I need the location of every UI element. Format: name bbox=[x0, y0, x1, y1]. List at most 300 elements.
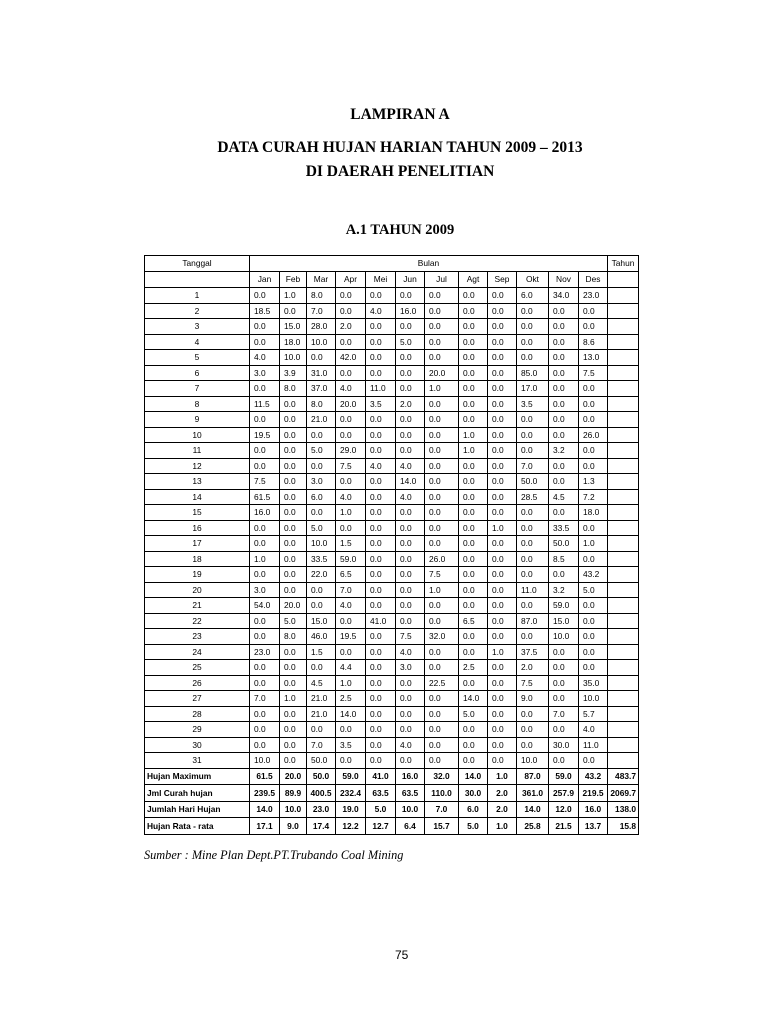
value-cell: 0.0 bbox=[396, 350, 425, 366]
day-cell: 20 bbox=[145, 582, 250, 598]
value-cell: 4.0 bbox=[579, 722, 608, 738]
value-cell: 0.0 bbox=[488, 319, 517, 335]
value-cell: 0.0 bbox=[250, 567, 280, 583]
table-row bbox=[145, 505, 639, 521]
value-cell: 0.0 bbox=[307, 598, 336, 614]
value-cell: 0.0 bbox=[517, 737, 549, 753]
value-cell: 0.0 bbox=[336, 288, 366, 304]
value-cell: 0.0 bbox=[336, 412, 366, 428]
value-cell: 0.0 bbox=[517, 722, 549, 738]
month-header: Okt bbox=[517, 272, 549, 288]
value-cell: 20.0 bbox=[280, 598, 307, 614]
value-cell: 0.0 bbox=[579, 520, 608, 536]
value-cell: 6.5 bbox=[336, 567, 366, 583]
value-cell: 2.0 bbox=[336, 319, 366, 335]
value-cell: 87.0 bbox=[517, 613, 549, 629]
value-cell: 3.5 bbox=[366, 396, 396, 412]
value-cell: 0.0 bbox=[366, 582, 396, 598]
value-cell: 0.0 bbox=[307, 350, 336, 366]
day-cell: 29 bbox=[145, 722, 250, 738]
value-cell: 18.5 bbox=[250, 303, 280, 319]
table-row bbox=[145, 350, 639, 366]
value-cell: 0.0 bbox=[459, 458, 488, 474]
value-cell: 0.0 bbox=[336, 520, 366, 536]
value-cell: 0.0 bbox=[366, 489, 396, 505]
summary-value: 32.0 bbox=[425, 768, 459, 785]
value-cell: 2.0 bbox=[396, 396, 425, 412]
summary-row bbox=[145, 785, 639, 802]
value-cell: 0.0 bbox=[280, 303, 307, 319]
value-cell: 5.0 bbox=[579, 582, 608, 598]
value-cell: 0.0 bbox=[488, 396, 517, 412]
table-row bbox=[145, 288, 639, 304]
value-cell: 0.0 bbox=[366, 427, 396, 443]
summary-label: Jumlah Hari Hujan bbox=[145, 801, 250, 818]
value-cell: 59.0 bbox=[336, 551, 366, 567]
value-cell: 0.0 bbox=[517, 520, 549, 536]
value-cell: 0.0 bbox=[517, 505, 549, 521]
month-header: Des bbox=[579, 272, 608, 288]
value-cell: 3.0 bbox=[250, 582, 280, 598]
value-cell: 41.0 bbox=[366, 613, 396, 629]
value-cell: 37.0 bbox=[307, 381, 336, 397]
value-cell: 18.0 bbox=[579, 505, 608, 521]
value-cell: 16.0 bbox=[396, 303, 425, 319]
value-cell: 7.5 bbox=[336, 458, 366, 474]
summary-value: 16.0 bbox=[579, 801, 608, 818]
value-cell: 0.0 bbox=[579, 753, 608, 769]
summary-label: Jml Curah hujan bbox=[145, 785, 250, 802]
table-row bbox=[145, 536, 639, 552]
value-cell: 6.5 bbox=[459, 613, 488, 629]
value-cell: 0.0 bbox=[280, 644, 307, 660]
table-row bbox=[145, 567, 639, 583]
value-cell: 0.0 bbox=[549, 381, 579, 397]
value-cell: 0.0 bbox=[425, 691, 459, 707]
value-cell: 0.0 bbox=[488, 660, 517, 676]
value-cell: 0.0 bbox=[488, 334, 517, 350]
value-cell: 0.0 bbox=[488, 753, 517, 769]
value-cell: 0.0 bbox=[459, 489, 488, 505]
value-cell: 0.0 bbox=[517, 443, 549, 459]
value-cell: 0.0 bbox=[579, 443, 608, 459]
value-cell: 0.0 bbox=[336, 365, 366, 381]
value-cell: 0.0 bbox=[280, 722, 307, 738]
value-cell: 7.0 bbox=[549, 706, 579, 722]
value-cell: 15.0 bbox=[280, 319, 307, 335]
summary-value: 50.0 bbox=[307, 768, 336, 785]
value-cell: 8.5 bbox=[549, 551, 579, 567]
summary-value: 7.0 bbox=[425, 801, 459, 818]
day-cell: 1 bbox=[145, 288, 250, 304]
value-cell: 0.0 bbox=[280, 458, 307, 474]
value-cell: 32.0 bbox=[425, 629, 459, 645]
value-cell: 0.0 bbox=[579, 598, 608, 614]
value-cell: 0.0 bbox=[336, 722, 366, 738]
value-cell: 0.0 bbox=[488, 412, 517, 428]
table-row bbox=[145, 443, 639, 459]
year-cell bbox=[608, 427, 639, 443]
value-cell: 11.0 bbox=[517, 582, 549, 598]
value-cell: 0.0 bbox=[307, 427, 336, 443]
year-cell bbox=[608, 691, 639, 707]
value-cell: 0.0 bbox=[425, 350, 459, 366]
summary-value: 14.0 bbox=[250, 801, 280, 818]
table-row bbox=[145, 396, 639, 412]
value-cell: 0.0 bbox=[366, 536, 396, 552]
table-body bbox=[145, 288, 639, 835]
value-cell: 0.0 bbox=[517, 536, 549, 552]
value-cell: 0.0 bbox=[366, 443, 396, 459]
value-cell: 0.0 bbox=[425, 319, 459, 335]
value-cell: 1.0 bbox=[280, 288, 307, 304]
value-cell: 0.0 bbox=[425, 598, 459, 614]
value-cell: 28.5 bbox=[517, 489, 549, 505]
value-cell: 0.0 bbox=[425, 505, 459, 521]
month-header: Nov bbox=[549, 272, 579, 288]
value-cell: 0.0 bbox=[549, 505, 579, 521]
year-cell bbox=[608, 396, 639, 412]
value-cell: 0.0 bbox=[250, 660, 280, 676]
day-cell: 10 bbox=[145, 427, 250, 443]
year-cell bbox=[608, 598, 639, 614]
value-cell: 0.0 bbox=[280, 582, 307, 598]
value-cell: 0.0 bbox=[366, 644, 396, 660]
value-cell: 0.0 bbox=[579, 303, 608, 319]
value-cell: 0.0 bbox=[459, 567, 488, 583]
value-cell: 0.0 bbox=[250, 737, 280, 753]
value-cell: 1.0 bbox=[336, 505, 366, 521]
summary-value: 59.0 bbox=[336, 768, 366, 785]
day-cell: 9 bbox=[145, 412, 250, 428]
value-cell: 0.0 bbox=[336, 303, 366, 319]
value-cell: 4.0 bbox=[396, 489, 425, 505]
value-cell: 23.0 bbox=[579, 288, 608, 304]
value-cell: 0.0 bbox=[280, 706, 307, 722]
blank-cell bbox=[608, 272, 639, 288]
value-cell: 18.0 bbox=[280, 334, 307, 350]
day-cell: 12 bbox=[145, 458, 250, 474]
value-cell: 7.5 bbox=[579, 365, 608, 381]
year-cell bbox=[608, 505, 639, 521]
value-cell: 0.0 bbox=[425, 753, 459, 769]
value-cell: 0.0 bbox=[425, 288, 459, 304]
month-header: Agt bbox=[459, 272, 488, 288]
day-cell: 28 bbox=[145, 706, 250, 722]
month-header: Sep bbox=[488, 272, 517, 288]
value-cell: 0.0 bbox=[396, 412, 425, 428]
value-cell: 0.0 bbox=[517, 334, 549, 350]
value-cell: 0.0 bbox=[459, 412, 488, 428]
year-cell bbox=[608, 582, 639, 598]
value-cell: 0.0 bbox=[250, 412, 280, 428]
value-cell: 0.0 bbox=[250, 706, 280, 722]
summary-row bbox=[145, 801, 639, 818]
year-cell bbox=[608, 303, 639, 319]
value-cell: 35.0 bbox=[579, 675, 608, 691]
value-cell: 0.0 bbox=[579, 396, 608, 412]
month-header: Feb bbox=[280, 272, 307, 288]
value-cell: 4.0 bbox=[336, 598, 366, 614]
summary-value: 9.0 bbox=[280, 818, 307, 835]
year-cell bbox=[608, 458, 639, 474]
value-cell: 0.0 bbox=[396, 722, 425, 738]
value-cell: 0.0 bbox=[459, 737, 488, 753]
year-cell bbox=[608, 474, 639, 490]
value-cell: 1.0 bbox=[459, 427, 488, 443]
value-cell: 0.0 bbox=[250, 520, 280, 536]
value-cell: 0.0 bbox=[549, 412, 579, 428]
day-cell: 11 bbox=[145, 443, 250, 459]
value-cell: 33.5 bbox=[307, 551, 336, 567]
value-cell: 3.5 bbox=[336, 737, 366, 753]
value-cell: 0.0 bbox=[459, 288, 488, 304]
year-cell bbox=[608, 443, 639, 459]
value-cell: 10.0 bbox=[579, 691, 608, 707]
value-cell: 0.0 bbox=[396, 520, 425, 536]
value-cell: 50.0 bbox=[549, 536, 579, 552]
value-cell: 0.0 bbox=[396, 365, 425, 381]
value-cell: 21.0 bbox=[307, 691, 336, 707]
value-cell: 0.0 bbox=[396, 427, 425, 443]
day-cell: 18 bbox=[145, 551, 250, 567]
value-cell: 50.0 bbox=[307, 753, 336, 769]
month-header: Jun bbox=[396, 272, 425, 288]
value-cell: 43.2 bbox=[579, 567, 608, 583]
value-cell: 0.0 bbox=[366, 691, 396, 707]
table-row bbox=[145, 737, 639, 753]
value-cell: 0.0 bbox=[459, 675, 488, 691]
value-cell: 0.0 bbox=[459, 536, 488, 552]
value-cell: 0.0 bbox=[280, 412, 307, 428]
value-cell: 0.0 bbox=[459, 396, 488, 412]
value-cell: 46.0 bbox=[307, 629, 336, 645]
day-cell: 24 bbox=[145, 644, 250, 660]
value-cell: 0.0 bbox=[459, 551, 488, 567]
value-cell: 8.0 bbox=[280, 629, 307, 645]
value-cell: 11.0 bbox=[579, 737, 608, 753]
value-cell: 2.0 bbox=[517, 660, 549, 676]
value-cell: 4.0 bbox=[366, 458, 396, 474]
table-row bbox=[145, 427, 639, 443]
value-cell: 0.0 bbox=[425, 458, 459, 474]
value-cell: 0.0 bbox=[488, 303, 517, 319]
value-cell: 1.0 bbox=[579, 536, 608, 552]
value-cell: 14.0 bbox=[459, 691, 488, 707]
value-cell: 0.0 bbox=[549, 675, 579, 691]
value-cell: 7.5 bbox=[250, 474, 280, 490]
value-cell: 0.0 bbox=[425, 396, 459, 412]
value-cell: 0.0 bbox=[366, 350, 396, 366]
value-cell: 10.0 bbox=[549, 629, 579, 645]
value-cell: 0.0 bbox=[396, 675, 425, 691]
value-cell: 0.0 bbox=[280, 489, 307, 505]
value-cell: 0.0 bbox=[488, 706, 517, 722]
value-cell: 20.0 bbox=[425, 365, 459, 381]
value-cell: 6.0 bbox=[517, 288, 549, 304]
value-cell: 0.0 bbox=[396, 536, 425, 552]
value-cell: 0.0 bbox=[336, 753, 366, 769]
summary-value: 13.7 bbox=[579, 818, 608, 835]
table-row bbox=[145, 691, 639, 707]
value-cell: 5.0 bbox=[307, 520, 336, 536]
value-cell: 8.6 bbox=[579, 334, 608, 350]
day-cell: 17 bbox=[145, 536, 250, 552]
value-cell: 0.0 bbox=[488, 458, 517, 474]
value-cell: 5.7 bbox=[579, 706, 608, 722]
value-cell: 0.0 bbox=[366, 598, 396, 614]
value-cell: 19.5 bbox=[336, 629, 366, 645]
value-cell: 30.0 bbox=[549, 737, 579, 753]
year-cell bbox=[608, 520, 639, 536]
value-cell: 0.0 bbox=[488, 551, 517, 567]
summary-value: 12.2 bbox=[336, 818, 366, 835]
year-cell bbox=[608, 365, 639, 381]
value-cell: 0.0 bbox=[366, 365, 396, 381]
value-cell: 0.0 bbox=[280, 675, 307, 691]
summary-label: Hujan Maximum bbox=[145, 768, 250, 785]
value-cell: 0.0 bbox=[366, 567, 396, 583]
value-cell: 85.0 bbox=[517, 365, 549, 381]
value-cell: 0.0 bbox=[280, 753, 307, 769]
value-cell: 0.0 bbox=[579, 629, 608, 645]
value-cell: 0.0 bbox=[488, 427, 517, 443]
summary-value: 59.0 bbox=[549, 768, 579, 785]
value-cell: 21.0 bbox=[307, 706, 336, 722]
year-cell bbox=[608, 737, 639, 753]
value-cell: 3.0 bbox=[307, 474, 336, 490]
value-cell: 7.0 bbox=[517, 458, 549, 474]
value-cell: 28.0 bbox=[307, 319, 336, 335]
value-cell: 0.0 bbox=[488, 737, 517, 753]
summary-value: 89.9 bbox=[280, 785, 307, 802]
value-cell: 26.0 bbox=[425, 551, 459, 567]
value-cell: 0.0 bbox=[488, 288, 517, 304]
value-cell: 0.0 bbox=[396, 753, 425, 769]
value-cell: 4.5 bbox=[549, 489, 579, 505]
value-cell: 9.0 bbox=[517, 691, 549, 707]
value-cell: 0.0 bbox=[549, 753, 579, 769]
value-cell: 0.0 bbox=[280, 536, 307, 552]
value-cell: 8.0 bbox=[307, 396, 336, 412]
value-cell: 0.0 bbox=[366, 474, 396, 490]
table-row bbox=[145, 613, 639, 629]
header-tahun: Tahun bbox=[608, 256, 639, 272]
value-cell: 0.0 bbox=[425, 334, 459, 350]
value-cell: 3.0 bbox=[250, 365, 280, 381]
value-cell: 0.0 bbox=[366, 288, 396, 304]
value-cell: 0.0 bbox=[517, 319, 549, 335]
value-cell: 0.0 bbox=[459, 381, 488, 397]
value-cell: 1.0 bbox=[336, 675, 366, 691]
blank-cell bbox=[145, 272, 250, 288]
value-cell: 5.0 bbox=[396, 334, 425, 350]
value-cell: 0.0 bbox=[579, 613, 608, 629]
month-header: Mei bbox=[366, 272, 396, 288]
value-cell: 3.2 bbox=[549, 582, 579, 598]
value-cell: 7.2 bbox=[579, 489, 608, 505]
value-cell: 0.0 bbox=[396, 381, 425, 397]
value-cell: 0.0 bbox=[396, 551, 425, 567]
value-cell: 0.0 bbox=[488, 489, 517, 505]
value-cell: 0.0 bbox=[396, 567, 425, 583]
day-cell: 13 bbox=[145, 474, 250, 490]
table-row bbox=[145, 319, 639, 335]
value-cell: 11.0 bbox=[366, 381, 396, 397]
summary-value: 14.0 bbox=[517, 801, 549, 818]
value-cell: 0.0 bbox=[517, 551, 549, 567]
year-cell bbox=[608, 644, 639, 660]
section-title: A.1 TAHUN 2009 bbox=[345, 222, 455, 238]
value-cell: 15.0 bbox=[549, 613, 579, 629]
summary-value: 14.0 bbox=[459, 768, 488, 785]
value-cell: 0.0 bbox=[579, 644, 608, 660]
value-cell: 0.0 bbox=[549, 319, 579, 335]
value-cell: 21.0 bbox=[307, 412, 336, 428]
value-cell: 1.0 bbox=[425, 381, 459, 397]
day-cell: 21 bbox=[145, 598, 250, 614]
value-cell: 0.0 bbox=[396, 288, 425, 304]
table-row bbox=[145, 722, 639, 738]
rainfall-table bbox=[144, 255, 639, 835]
value-cell: 1.0 bbox=[425, 582, 459, 598]
value-cell: 7.0 bbox=[307, 303, 336, 319]
value-cell: 0.0 bbox=[336, 427, 366, 443]
document-title: DATA CURAH HUJAN HARIAN TAHUN 2009 – 2013 bbox=[217, 139, 583, 156]
value-cell: 4.5 bbox=[307, 675, 336, 691]
value-cell: 0.0 bbox=[280, 660, 307, 676]
value-cell: 0.0 bbox=[366, 722, 396, 738]
value-cell: 54.0 bbox=[250, 598, 280, 614]
summary-value: 2.0 bbox=[488, 785, 517, 802]
value-cell: 1.0 bbox=[250, 551, 280, 567]
value-cell: 0.0 bbox=[488, 536, 517, 552]
page-number: 75 bbox=[395, 948, 409, 962]
value-cell: 0.0 bbox=[425, 737, 459, 753]
value-cell: 0.0 bbox=[250, 722, 280, 738]
value-cell: 0.0 bbox=[250, 458, 280, 474]
summary-value: 219.5 bbox=[579, 785, 608, 802]
value-cell: 0.0 bbox=[280, 427, 307, 443]
month-header: Mar bbox=[307, 272, 336, 288]
value-cell: 0.0 bbox=[396, 691, 425, 707]
value-cell: 0.0 bbox=[488, 350, 517, 366]
day-cell: 16 bbox=[145, 520, 250, 536]
summary-value: 1.0 bbox=[488, 768, 517, 785]
summary-value: 30.0 bbox=[459, 785, 488, 802]
summary-value: 5.0 bbox=[366, 801, 396, 818]
summary-value: 16.0 bbox=[396, 768, 425, 785]
value-cell: 50.0 bbox=[517, 474, 549, 490]
year-cell bbox=[608, 288, 639, 304]
day-cell: 31 bbox=[145, 753, 250, 769]
value-cell: 4.0 bbox=[366, 303, 396, 319]
value-cell: 0.0 bbox=[488, 691, 517, 707]
value-cell: 37.5 bbox=[517, 644, 549, 660]
value-cell: 0.0 bbox=[579, 458, 608, 474]
value-cell: 7.0 bbox=[307, 737, 336, 753]
value-cell: 0.0 bbox=[549, 691, 579, 707]
table-row bbox=[145, 458, 639, 474]
value-cell: 0.0 bbox=[425, 474, 459, 490]
value-cell: 0.0 bbox=[250, 613, 280, 629]
value-cell: 0.0 bbox=[488, 629, 517, 645]
value-cell: 0.0 bbox=[549, 722, 579, 738]
value-cell: 0.0 bbox=[366, 505, 396, 521]
value-cell: 0.0 bbox=[459, 520, 488, 536]
value-cell: 4.0 bbox=[396, 644, 425, 660]
value-cell: 0.0 bbox=[396, 319, 425, 335]
